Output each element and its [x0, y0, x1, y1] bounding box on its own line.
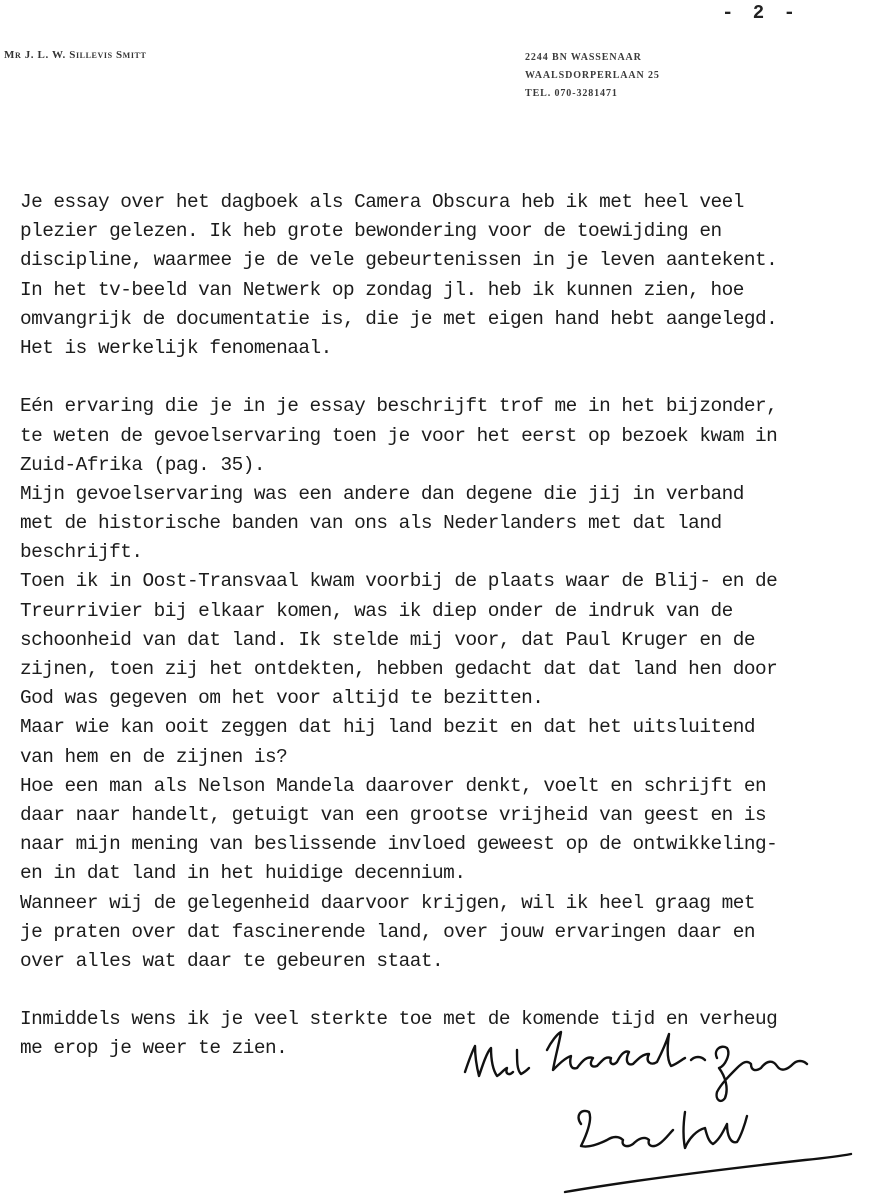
paragraph-1: [20, 188, 870, 363]
text-line: daar naar handelt, getuigt van een grootse vrijheid van geest en is: [20, 803, 767, 826]
signature-stroke: [517, 1050, 529, 1074]
signature-stroke: [547, 1032, 685, 1070]
paragraph-2: [20, 392, 870, 976]
text-line: In het tv-beeld van Netwerk op zondag jl. heb ik kunnen zien, hoe: [20, 278, 744, 301]
signature-stroke: [465, 1046, 513, 1076]
text-line: Eén ervaring die je in je essay beschrijft trof me in het bijzonder,: [20, 395, 778, 418]
address-line-phone: TEL. 070-3281471: [525, 88, 618, 99]
signature-stroke: [716, 1047, 807, 1101]
paragraph-gap: [20, 976, 870, 1005]
text-line: plezier gelezen. Ik heb grote bewondering voor de toewijding en: [20, 220, 722, 243]
letterhead-sender: Mr J. L. W. Sillevis Smitt: [4, 49, 147, 61]
text-line: Inmiddels wens ik je veel sterkte toe met de komende tijd en verheug: [20, 1008, 778, 1031]
text-line: schoonheid van dat land. Ik stelde mij voor, dat Paul Kruger en de: [20, 628, 755, 651]
text-line: Maar wie kan ooit zeggen dat hij land bezit en dat het uitsluitend: [20, 716, 755, 739]
text-line: beschrijft.: [20, 541, 143, 564]
text-line: met de historische banden van ons als Nederlanders met dat land: [20, 512, 722, 535]
signature-stroke: [579, 1111, 673, 1147]
text-line: je praten over dat fascinerende land, over jouw ervaringen daar en: [20, 920, 755, 943]
signature-stroke: [565, 1154, 851, 1192]
text-line: Treurrivier bij elkaar komen, was ik diep onder de indruk van de: [20, 599, 733, 622]
text-line: Het is werkelijk fenomenaal.: [20, 336, 332, 359]
text-line: en in dat land in het huidige decennium.: [20, 862, 466, 885]
text-line: van hem en de zijnen is?: [20, 745, 288, 768]
text-line: discipline, waarmee je de vele gebeurtenissen in je leven aantekent.: [20, 249, 778, 272]
signature-stroke: [684, 1112, 748, 1148]
text-line: Mijn gevoelservaring was een andere dan degene die jij in verband: [20, 482, 744, 505]
handwritten-signature: [455, 1020, 855, 1195]
text-line: Wanneer wij de gelegenheid daarvoor krijgen, wil ik heel graag met: [20, 891, 755, 914]
text-line: Zuid-Afrika (pag. 35).: [20, 453, 265, 476]
text-line: omvangrijk de documentatie is, die je met eigen hand hebt aangelegd.: [20, 307, 778, 330]
text-line: te weten de gevoelservaring toen je voor het eerst op bezoek kwam in: [20, 424, 778, 447]
address-line-street: WAALSDORPERLAAN 25: [525, 70, 660, 81]
paragraph-gap: [20, 363, 870, 392]
address-line-postcode: 2244 BN WASSENAAR: [525, 52, 642, 63]
text-line: zijnen, toen zij het ontdekten, hebben gedacht dat dat land hen door: [20, 658, 778, 680]
text-line: naar mijn mening van beslissende invloed geweest op de ontwikkeling-: [20, 833, 778, 856]
page-number: - 2 -: [722, 2, 800, 24]
signature-stroke: [691, 1057, 705, 1060]
text-line: Toen ik in Oost-Transvaal kwam voorbij de plaats waar de Blij- en de: [20, 570, 778, 593]
letterhead-address: [525, 49, 660, 103]
text-line: me erop je weer te zien.: [20, 1037, 288, 1060]
text-line: over alles wat daar te gebeuren staat.: [20, 949, 444, 972]
text-line: Hoe een man als Nelson Mandela daarover denkt, voelt en schrijft en: [20, 774, 767, 797]
letter-body: [20, 188, 870, 1064]
text-line: Je essay over het dagboek als Camera Obscura heb ik met heel veel: [20, 191, 744, 213]
text-line: God was gegeven om het voor altijd te bezitten.: [20, 687, 544, 710]
